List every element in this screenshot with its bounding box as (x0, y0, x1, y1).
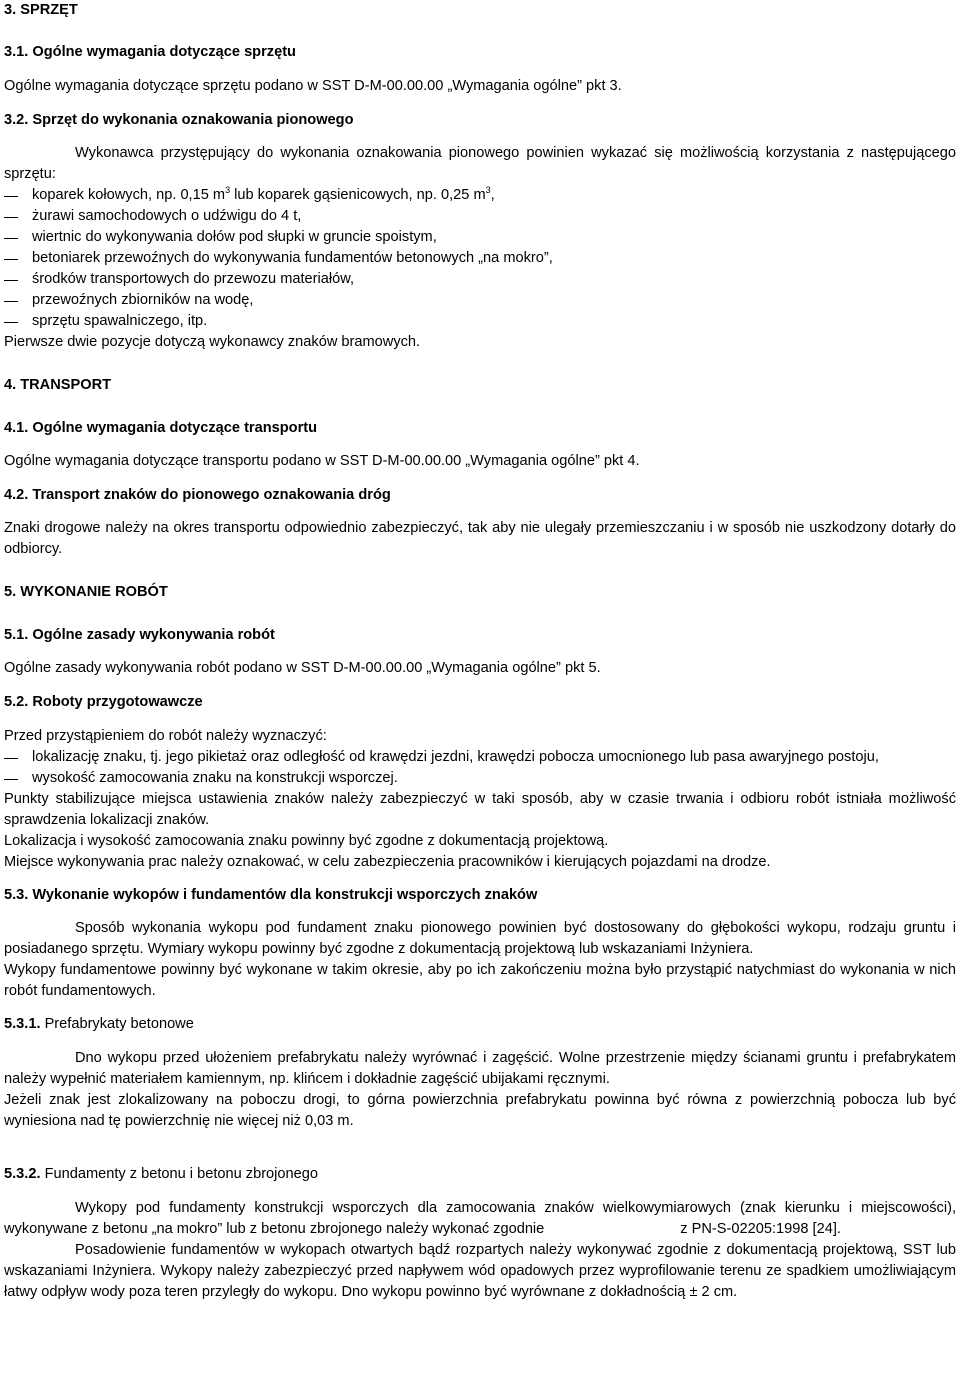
section-5-2-heading: 5.2. Roboty przygotowawcze (4, 694, 203, 710)
equipment-item: przewoźnych zbiorników na wodę, (4, 290, 956, 311)
equipment-list (4, 185, 956, 332)
section-5-1-heading: 5.1. Ogólne zasady wykonywania robót (4, 627, 275, 643)
preparation-item: wysokość zamocowania znaku na konstrukcji wsporczej. (4, 768, 956, 789)
section-3-1-heading: 3.1. Ogólne wymagania dotyczące sprzętu (4, 44, 296, 60)
equipment-item: wiertnic do wykonywania dołów pod słupki w gruncie spoistym, (4, 227, 956, 248)
section-5-3-paragraph: Wykopy fundamentowe powinny być wykonane w takim okresie, aby po ich zakończeniu można było przystąpić natychmiast do wykonania w nich robót fundamentowych. (4, 962, 956, 999)
equipment-item: koparek kołowych, np. 0,15 $m^3$ lub koparek gąsienicowych, np. 0,25 $m^3$, (4, 185, 956, 206)
equipment-item: betoniarek przewoźnych do wykonywania fundamentów betonowych „na mokro”, (4, 248, 956, 269)
section-5-3-paragraph: Sposób wykonania wykopu pod fundament znaku pionowego powinien być dostosowany do głębokości wykopu, rodzaju gruntu i posiadanego sprzętu. Wymiary wykopu powinny być zgodne z dokumentacją projektową lub wskazaniami Inżyniera. (4, 920, 956, 957)
section-5-heading: 5. WYKONANIE ROBÓT (4, 584, 168, 600)
section-5-3-1-paragraph: Dno wykopu przed ułożeniem prefabrykatu należy wyrównać i zagęścić. Wolne przestrzenie między ścianami gruntu i prefabrykatem należy wypełnić materiałem kamiennym, np. klińcem i dokładnie zagęścić ubijakami ręcznymi. (4, 1050, 956, 1087)
section-5-3-1-heading: 5.3.1. Prefabrykaty betonowe (4, 1016, 194, 1032)
section-5-2-paragraph: Lokalizacja i wysokość zamocowania znaku powinny być zgodne z dokumentacją projektową. (4, 833, 609, 849)
equipment-item: sprzętu spawalniczego, itp. (4, 311, 956, 332)
section-4-2-text: Znaki drogowe należy na okres transportu odpowiednio zabezpieczyć, tak aby nie ulegały przemieszczaniu i w sposób nie uszkodzony dotarły do odbiorcy. (4, 520, 956, 557)
section-5-3-2-paragraph: Wykopy pod fundamenty konstrukcji wsporczych dla zamocowania znaków wielkowymiarowych (znak kierunku i miejscowości), wykonywane z betonu „na mokro” lub z betonu zbrojonego należy wykonać zgodnie z PN-S-02205:1998 [24]. (4, 1200, 956, 1237)
section-4-2-heading: 4.2. Transport znaków do pionowego oznakowania dróg (4, 487, 391, 503)
equipment-item: żurawi samochodowych o udźwigu do 4 t, (4, 206, 956, 227)
section-4-1-heading: 4.1. Ogólne wymagania dotyczące transportu (4, 420, 318, 436)
document-page (4, 0, 956, 1303)
equipment-item: środków transportowych do przewozu materiałów, (4, 269, 956, 290)
section-3-2-intro: Wykonawca przystępujący do wykonania oznakowania pionowego powinien wykazać się możliwością korzystania z następującego sprzętu: (4, 145, 956, 182)
section-4-heading: 4. TRANSPORT (4, 377, 112, 393)
preparation-list (4, 747, 956, 789)
section-3-heading: 3. SPRZĘT (4, 2, 78, 18)
section-5-2-paragraph: Miejsce wykonywania prac należy oznakować, w celu zabezpieczenia pracowników i kierujących pojazdami na drodze. (4, 854, 771, 870)
section-3-2-heading: 3.2. Sprzęt do wykonania oznakowania pionowego (4, 112, 354, 128)
section-3-2-note: Pierwsze dwie pozycje dotyczą wykonawcy znaków bramowych. (4, 334, 421, 350)
preparation-item: lokalizację znaku, tj. jego pikietaż oraz odległość od krawędzi jezdni, krawędzi pobocza umocnionego lub pasa awaryjnego postoju, (4, 747, 956, 768)
section-5-3-2-paragraph: Posadowienie fundamentów w wykopach otwartych bądź rozpartych należy wykonywać zgodnie z dokumentacją projektową, SST lub wskazaniami Inżyniera. Wykopy należy zabezpieczyć przed napływem wód opadowych przez wyprofilowanie terenu ze spadkiem umożliwiającym łatwy odpływ wody poza teren przyległy do wykopu. Dno wykopu powinno być wyrównane z dokładnością ± 2 cm. (4, 1242, 956, 1300)
section-5-3-1-paragraph: Jeżeli znak jest zlokalizowany na poboczu drogi, to górna powierzchnia prefabrykatu powinna być równa z powierzchnią pobocza lub być wyniesiona nad tę powierzchnię nie więcej niż 0,03 m. (4, 1092, 956, 1129)
section-5-1-text: Ogólne zasady wykonywania robót podano w SST D-M-00.00.00 „Wymagania ogólne” pkt 5. (4, 660, 601, 676)
section-4-1-text: Ogólne wymagania dotyczące transportu podano w SST D-M-00.00.00 „Wymagania ogólne” pkt 4. (4, 453, 640, 469)
section-5-3-2-heading: 5.3.2. Fundamenty z betonu i betonu zbrojonego (4, 1166, 318, 1182)
section-3-1-text: Ogólne wymagania dotyczące sprzętu podano w SST D-M-00.00.00 „Wymagania ogólne” pkt 3. (4, 78, 622, 94)
section-5-3-heading: 5.3. Wykonanie wykopów i fundamentów dla konstrukcji wsporczych znaków (4, 887, 538, 903)
section-5-2-intro: Przed przystąpieniem do robót należy wyznaczyć: (4, 728, 327, 744)
section-5-2-paragraph: Punkty stabilizujące miejsca ustawienia znaków należy zabezpieczyć w taki sposób, aby w czasie trwania i odbioru robót istniała możliwość sprawdzenia lokalizacji znaków. (4, 791, 956, 828)
